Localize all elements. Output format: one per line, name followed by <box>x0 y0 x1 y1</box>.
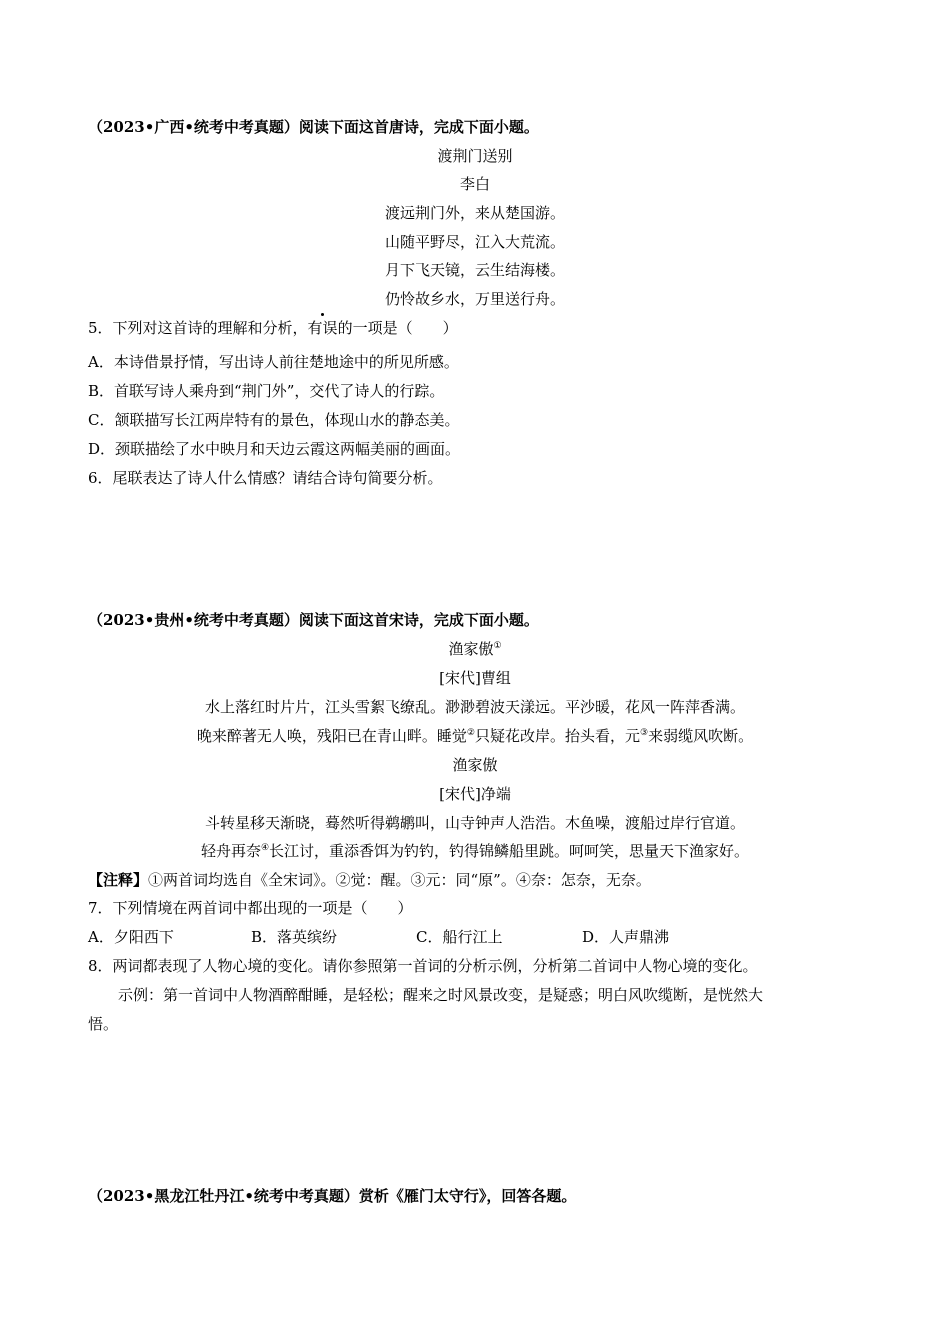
section-2-header: （2023•贵州•统考中考真题）阅读下面这首宋诗，完成下面小题。 <box>88 611 539 629</box>
poem-2-author: [宋代]净端 <box>439 785 511 803</box>
poem-2-line-1: 斗转星移天渐晓，蓦然听得鹈鹕叫，山寺钟声人浩浩。木鱼噪，渡船过岸行官道。 <box>204 814 745 832</box>
annotation-text: ①两首词均选自《全宋词》。②觉：醒。③元：同“原”。④奈：怎奈，无奈。 <box>148 871 651 889</box>
footnote-mark: ① <box>493 641 502 651</box>
poem-2-line-2 <box>0 841 950 861</box>
poem-text: 只疑花改岸。抬头看，元 <box>474 727 640 745</box>
question-7-option-c: C．船行江上 <box>416 928 503 946</box>
annotation <box>88 870 651 890</box>
question-5-option-d: D．颈联描绘了水中映月和天边云霞这两幅美丽的画面。 <box>88 440 461 458</box>
question-8-example: 示例：第一首词中人物酒醉酣睡，是轻松；醒来之时风景改变，是疑惑；明白风吹缆断，是恍然大 <box>118 986 764 1004</box>
poem-2-title: 渔家傲 <box>452 756 498 774</box>
poem-text: 来弱缆风吹断。 <box>648 727 754 745</box>
question-5-option-a: A．本诗借景抒情，写出诗人前往楚地途中的所见所感。 <box>88 353 459 371</box>
poem-1-title-text: 渔家傲 <box>448 640 494 658</box>
question-5-emphasis: 有误 <box>307 319 338 337</box>
poem-line: 渡远荆门外，来从楚国游。 <box>384 204 565 222</box>
question-8-example-continued: 悟。 <box>88 1015 119 1033</box>
poem-line: 山随平野尽，江入大荒流。 <box>384 233 565 251</box>
footnote-mark: ② <box>466 728 475 738</box>
poem-text: 长江讨，重添香饵为钓钓，钓得锦鳞船里跳。呵呵笑，思量天下渔家好。 <box>269 842 750 860</box>
footnote-mark: ④ <box>260 843 270 853</box>
poem-line: 仍怜故乡水，万里送行舟。 <box>384 290 565 308</box>
annotation-label: 【注释】 <box>88 871 149 889</box>
poem-text: 轻舟再奈 <box>200 842 261 860</box>
question-7: 7．下列情境在两首词中都出现的一项是（ ） <box>88 899 413 917</box>
section-1-header: （2023•广西•统考中考真题）阅读下面这首唐诗，完成下面小题。 <box>88 118 539 136</box>
question-7-option-d: D．人声鼎沸 <box>582 928 670 946</box>
question-5-suffix: 的一项是（ ） <box>337 319 458 337</box>
question-7-option-b: B．落英缤纷 <box>251 928 338 946</box>
poem-1-title <box>0 639 950 659</box>
question-5-option-c: C．颔联描写长江两岸特有的景色，体现山水的静态美。 <box>88 411 460 429</box>
question-5-prefix: 5．下列对这首诗的理解和分析， <box>88 319 308 337</box>
question-5 <box>88 318 458 338</box>
poem-text: 晚来醉著无人唤，残阳已在青山畔。睡觉 <box>196 727 467 745</box>
question-5-option-b: B．首联写诗人乘舟到“荆门外”，交代了诗人的行踪。 <box>88 382 445 400</box>
poem-author: 李白 <box>459 175 490 193</box>
poem-1-author: [宋代]曹组 <box>439 669 511 687</box>
footnote-mark: ③ <box>640 728 649 738</box>
poem-1-line-2 <box>0 726 950 746</box>
poem-line: 月下飞天镜，云生结海楼。 <box>384 261 565 279</box>
question-8: 8．两词都表现了人物心境的变化。请你参照第一首词的分析示例，分析第二首词中人物心境的变化。 <box>88 957 758 975</box>
question-6: 6．尾联表达了诗人什么情感？请结合诗句简要分析。 <box>88 469 443 487</box>
poem-title: 渡荆门送别 <box>437 147 513 165</box>
poem-1-line-1: 水上落红时片片，江头雪絮飞缭乱。渺渺碧波天漾远。平沙暖，花风一阵萍香满。 <box>204 698 745 716</box>
question-7-option-a: A．夕阳西下 <box>88 928 174 946</box>
section-3-header: （2023•黑龙江牡丹江•统考中考真题）赏析《雁门太守行》，回答各题。 <box>88 1187 577 1205</box>
